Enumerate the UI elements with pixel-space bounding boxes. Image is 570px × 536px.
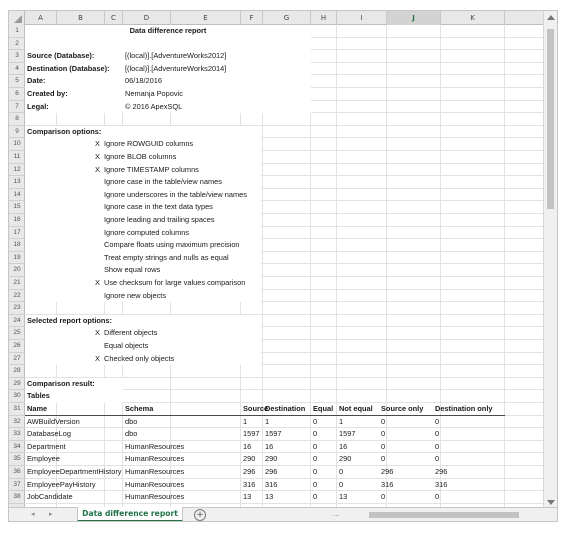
option-mark: X: [95, 152, 100, 161]
table-cell: 290: [339, 454, 352, 464]
column-header-j[interactable]: J: [387, 11, 441, 25]
table-cell: dbo: [125, 429, 138, 439]
option-label: Ignore new objects: [104, 290, 167, 300]
grid-row-line: [25, 440, 545, 441]
worksheet-grid[interactable]: [25, 25, 545, 509]
table-cell: 16: [243, 441, 252, 451]
table-cell: 316: [265, 479, 278, 489]
report-option-label: Equal objects: [104, 341, 149, 350]
column-header-e[interactable]: E: [171, 11, 241, 25]
column-header-c[interactable]: C: [105, 11, 123, 25]
option-label: Ignore TIMESTAMP columns: [104, 164, 199, 174]
table-cell: dbo: [125, 416, 138, 426]
table-cell: Employee: [27, 454, 60, 464]
table-cell: AWBuildVersion: [27, 416, 80, 426]
spreadsheet-window: [8, 10, 558, 522]
row-header-8[interactable]: 8: [9, 113, 25, 126]
column-header-g[interactable]: G: [263, 11, 311, 25]
table-cell: 296: [243, 467, 256, 476]
row-header-2[interactable]: 2: [9, 38, 25, 51]
table-header-1: Schema: [125, 404, 154, 413]
row-header-36[interactable]: 36: [9, 466, 25, 479]
table-cell: 13: [265, 492, 274, 502]
column-header-d[interactable]: D: [123, 11, 171, 25]
column-header-b[interactable]: B: [57, 11, 105, 25]
info-label: Source (Database):: [27, 51, 95, 61]
table-cell: 0: [381, 454, 386, 464]
row-header-27[interactable]: 27: [9, 353, 25, 366]
table-cell: JobCandidate: [27, 492, 73, 502]
report-title: Data difference report: [129, 26, 207, 35]
info-value: Nemanja Popovic: [125, 89, 183, 98]
table-cell: 0: [435, 454, 440, 464]
row-header-10[interactable]: 10: [9, 138, 25, 151]
table-cell: 316: [243, 479, 256, 489]
row-header-7[interactable]: 7: [9, 101, 25, 114]
row-header-15[interactable]: 15: [9, 201, 25, 214]
table-cell: 0: [381, 429, 386, 439]
option-label: Ignore ROWGUID columns: [104, 139, 194, 149]
table-cell: 1597: [243, 429, 260, 439]
column-header-f[interactable]: F: [241, 11, 263, 25]
table-cell: HumanResources: [125, 492, 185, 502]
table-cell: 0: [313, 454, 318, 464]
row-header-5[interactable]: 5: [9, 75, 25, 88]
row-header-11[interactable]: 11: [9, 151, 25, 164]
row-header-9[interactable]: 9: [9, 126, 25, 139]
more-options-icon[interactable]: ...: [333, 510, 340, 518]
row-header-24[interactable]: 24: [9, 315, 25, 328]
table-cell: 1: [243, 416, 248, 426]
select-all-corner[interactable]: [9, 11, 25, 25]
tables-header: Tables: [27, 391, 50, 401]
table-cell: 1: [339, 416, 344, 426]
row-header-19[interactable]: 19: [9, 252, 25, 265]
table-cell: 0: [313, 467, 318, 476]
table-cell: 0: [381, 441, 386, 451]
column-header-i[interactable]: I: [337, 11, 387, 25]
grid-column-line: [440, 25, 441, 509]
row-header-3[interactable]: 3: [9, 50, 25, 63]
grid-row-line: [25, 503, 545, 504]
column-header-k[interactable]: K: [441, 11, 505, 25]
column-header-a[interactable]: A: [25, 11, 57, 25]
option-label: Ignore BLOB columns: [104, 152, 177, 161]
table-cell: 0: [339, 479, 344, 489]
table-header-0: Name: [27, 404, 48, 413]
comparison-result-header: Comparison result:: [27, 378, 95, 388]
option-label: Use checksum for large values comparison: [104, 278, 246, 287]
row-header-34[interactable]: 34: [9, 441, 25, 454]
option-label: Ignore leading and trailing spaces: [104, 215, 215, 224]
grid-column-line: [386, 25, 387, 509]
table-header-6: Source only: [381, 404, 424, 413]
info-label: Date:: [27, 76, 46, 86]
row-header-21[interactable]: 21: [9, 277, 25, 290]
table-cell: 290: [265, 454, 278, 464]
table-header-7: Destination only: [435, 404, 493, 413]
grid-row-line: [25, 490, 545, 491]
option-label: Ignore underscores in the table/view names: [104, 189, 247, 199]
horizontal-scrollbar[interactable]: [349, 510, 545, 520]
table-cell: 290: [243, 454, 256, 464]
scroll-up-arrow-icon[interactable]: [547, 15, 555, 20]
grid-row-line: [25, 452, 545, 453]
option-label: Compare floats using maximum precision: [104, 240, 240, 250]
table-cell: EmployeeDepartmentHistory: [27, 467, 122, 476]
row-header-22[interactable]: 22: [9, 290, 25, 303]
table-cell: 0: [435, 429, 440, 439]
table-cell: 0: [313, 479, 318, 489]
report-options-header: Selected report options:: [27, 315, 113, 325]
table-cell: 0: [313, 441, 318, 451]
table-cell: 1597: [265, 429, 282, 439]
table-cell: 0: [313, 416, 318, 426]
row-header-1[interactable]: 1: [9, 25, 25, 38]
info-value: 06/18/2016: [125, 76, 162, 86]
vertical-scrollbar[interactable]: [543, 11, 557, 509]
row-header-20[interactable]: 20: [9, 264, 25, 277]
row-header-32[interactable]: 32: [9, 416, 25, 429]
table-cell: 296: [435, 467, 448, 476]
table-cell: 0: [381, 416, 386, 426]
table-header-2: Source: [243, 404, 269, 413]
scroll-down-arrow-icon[interactable]: [547, 500, 555, 505]
report-option-label: Different objects: [104, 328, 158, 338]
table-cell: 16: [265, 441, 274, 451]
row-header-28[interactable]: 28: [9, 365, 25, 378]
table-cell: 0: [435, 492, 440, 502]
row-header-37[interactable]: 37: [9, 479, 25, 492]
info-label: Destination (Database):: [27, 63, 110, 73]
info-value: [(local)].[AdventureWorks2012]: [125, 51, 227, 61]
prev-sheet-icon[interactable]: ◂: [31, 510, 35, 518]
table-cell: HumanResources: [125, 467, 185, 476]
row-header-35[interactable]: 35: [9, 453, 25, 466]
option-label: Show equal rows: [104, 265, 161, 275]
row-header-29[interactable]: 29: [9, 378, 25, 391]
info-label: Legal:: [27, 101, 49, 111]
column-header-bar: [9, 11, 545, 25]
table-header-3: Destination: [265, 404, 306, 413]
row-header-bar: [9, 25, 25, 509]
row-header-18[interactable]: 18: [9, 239, 25, 252]
row-header-12[interactable]: 12: [9, 164, 25, 177]
sheet-bar: [9, 507, 557, 521]
table-cell: 13: [339, 492, 348, 502]
table-cell: 0: [313, 429, 318, 439]
table-cell: 316: [381, 479, 394, 489]
row-header-6[interactable]: 6: [9, 88, 25, 101]
table-header-5: Not equal: [339, 404, 373, 413]
option-mark: X: [95, 278, 100, 287]
table-cell: 0: [339, 467, 344, 476]
table-cell: 0: [435, 441, 440, 451]
row-header-13[interactable]: 13: [9, 176, 25, 189]
row-header-33[interactable]: 33: [9, 428, 25, 441]
table-cell: 1: [265, 416, 270, 426]
table-cell: HumanResources: [125, 479, 185, 489]
info-value: [(local)].[AdventureWorks2014]: [125, 63, 227, 73]
option-mark: X: [95, 139, 100, 149]
option-label: Ignore computed columns: [104, 227, 190, 237]
table-cell: 0: [313, 492, 318, 502]
option-label: Ignore case in the table/view names: [104, 177, 222, 187]
comparison-options-header: Comparison options:: [27, 126, 102, 136]
vertical-scroll-thumb[interactable]: [547, 29, 554, 209]
row-header-38[interactable]: 38: [9, 491, 25, 504]
table-cell: Department: [27, 441, 66, 451]
option-mark: X: [95, 164, 100, 174]
table-cell: DatabaseLog: [27, 429, 71, 439]
row-header-23[interactable]: 23: [9, 302, 25, 315]
row-header-25[interactable]: 25: [9, 327, 25, 340]
table-cell: 296: [265, 467, 278, 476]
option-label: Ignore case in the text data types: [104, 202, 213, 212]
row-header-16[interactable]: 16: [9, 214, 25, 227]
report-option-mark: X: [95, 328, 100, 338]
horizontal-scroll-thumb[interactable]: [369, 512, 519, 518]
table-cell: 1597: [339, 429, 356, 439]
column-header-h[interactable]: H: [311, 11, 337, 25]
table-cell: 16: [339, 441, 348, 451]
table-cell: 296: [381, 467, 394, 476]
grid-column-line: [336, 25, 337, 509]
table-cell: 0: [381, 492, 386, 502]
grid-row-line: [25, 427, 545, 428]
row-header-30[interactable]: 30: [9, 390, 25, 403]
info-label: Created by:: [27, 89, 68, 98]
sheet-tab-data-difference-report[interactable]: Data difference report: [77, 507, 183, 522]
report-option-mark: X: [95, 353, 100, 363]
table-header-4: Equal: [313, 404, 334, 413]
row-header-31[interactable]: 31: [9, 403, 25, 416]
table-cell: HumanResources: [125, 454, 185, 464]
info-value: © 2016 ApexSQL: [125, 101, 183, 111]
table-cell: 13: [243, 492, 252, 502]
row-header-17[interactable]: 17: [9, 227, 25, 240]
next-sheet-icon[interactable]: ▸: [49, 510, 53, 518]
table-cell: EmployeePayHistory: [27, 479, 96, 489]
row-header-14[interactable]: 14: [9, 189, 25, 202]
table-cell: HumanResources: [125, 441, 185, 451]
option-label: Treat empty strings and nulls as equal: [104, 252, 229, 262]
table-cell: 316: [435, 479, 448, 489]
grid-column-line: [504, 25, 505, 509]
report-option-label: Checked only objects: [104, 353, 175, 363]
row-header-4[interactable]: 4: [9, 63, 25, 76]
row-header-26[interactable]: 26: [9, 340, 25, 353]
table-cell: 0: [435, 416, 440, 426]
add-sheet-icon[interactable]: +: [194, 509, 206, 521]
